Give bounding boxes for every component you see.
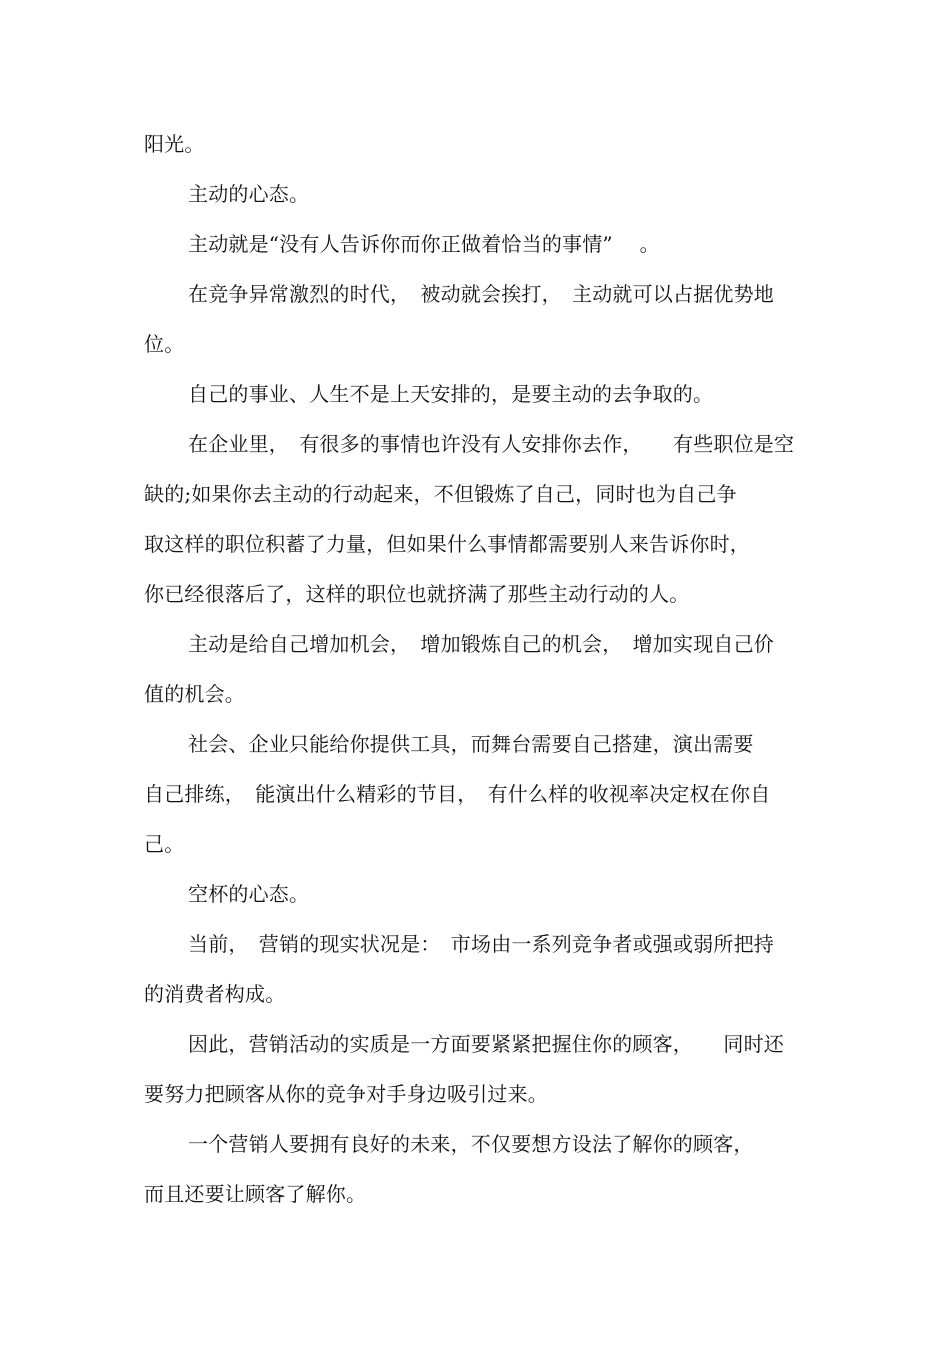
text-line: 取这样的职位积蓄了力量，但如果什么事情都需要别人来告诉你时， (144, 532, 750, 556)
text-line: 而且还要让顾客了解你。 (144, 1182, 367, 1206)
text-line: 因此，营销活动的实质是一方面要紧紧把握住你的顾客， 同时还 (188, 1032, 784, 1056)
text-line: 在企业里， 有很多的事情也许没有人安排你去作， 有些职位是空 (188, 432, 795, 456)
text-line: 在竞争异常激烈的时代， 被动就会挨打， 主动就可以占据优势地 (188, 282, 774, 306)
text-line: 要努力把顾客从你的竞争对手身边吸引过来。 (144, 1082, 548, 1106)
text-line: 己。 (144, 832, 185, 856)
text-line: 的消费者构成。 (144, 982, 286, 1006)
text-line: 主动的心态。 (188, 182, 310, 206)
text-line: 缺的;如果你去主动的行动起来，不但锻炼了自己，同时也为自己争 (144, 482, 737, 506)
text-line: 社会、企业只能给你提供工具，而舞台需要自己搭建，演出需要 (188, 732, 754, 756)
text-line: 当前， 营销的现实状况是： 市场由一系列竞争者或强或弱所把持 (188, 932, 774, 956)
text-line: 自己的事业、人生不是上天安排的，是要主动的去争取的。 (188, 382, 714, 406)
text-line: 空杯的心态。 (188, 882, 310, 906)
text-line: 位。 (144, 332, 185, 356)
text-line: 主动就是“没有人告诉你而你正做着恰当的事情” 。 (188, 232, 660, 256)
text-line: 自己排练， 能演出什么精彩的节目， 有什么样的收视率决定权在你自 (144, 782, 771, 806)
text-line: 一个营销人要拥有良好的未来，不仅要想方设法了解你的顾客， (188, 1132, 754, 1156)
text-line: 你已经很落后了，这样的职位也就挤满了那些主动行动的人。 (144, 582, 690, 606)
text-line: 阳光。 (144, 132, 205, 156)
text-line: 值的机会。 (144, 682, 245, 706)
text-line: 主动是给自己增加机会， 增加锻炼自己的机会， 增加实现自己价 (188, 632, 774, 656)
